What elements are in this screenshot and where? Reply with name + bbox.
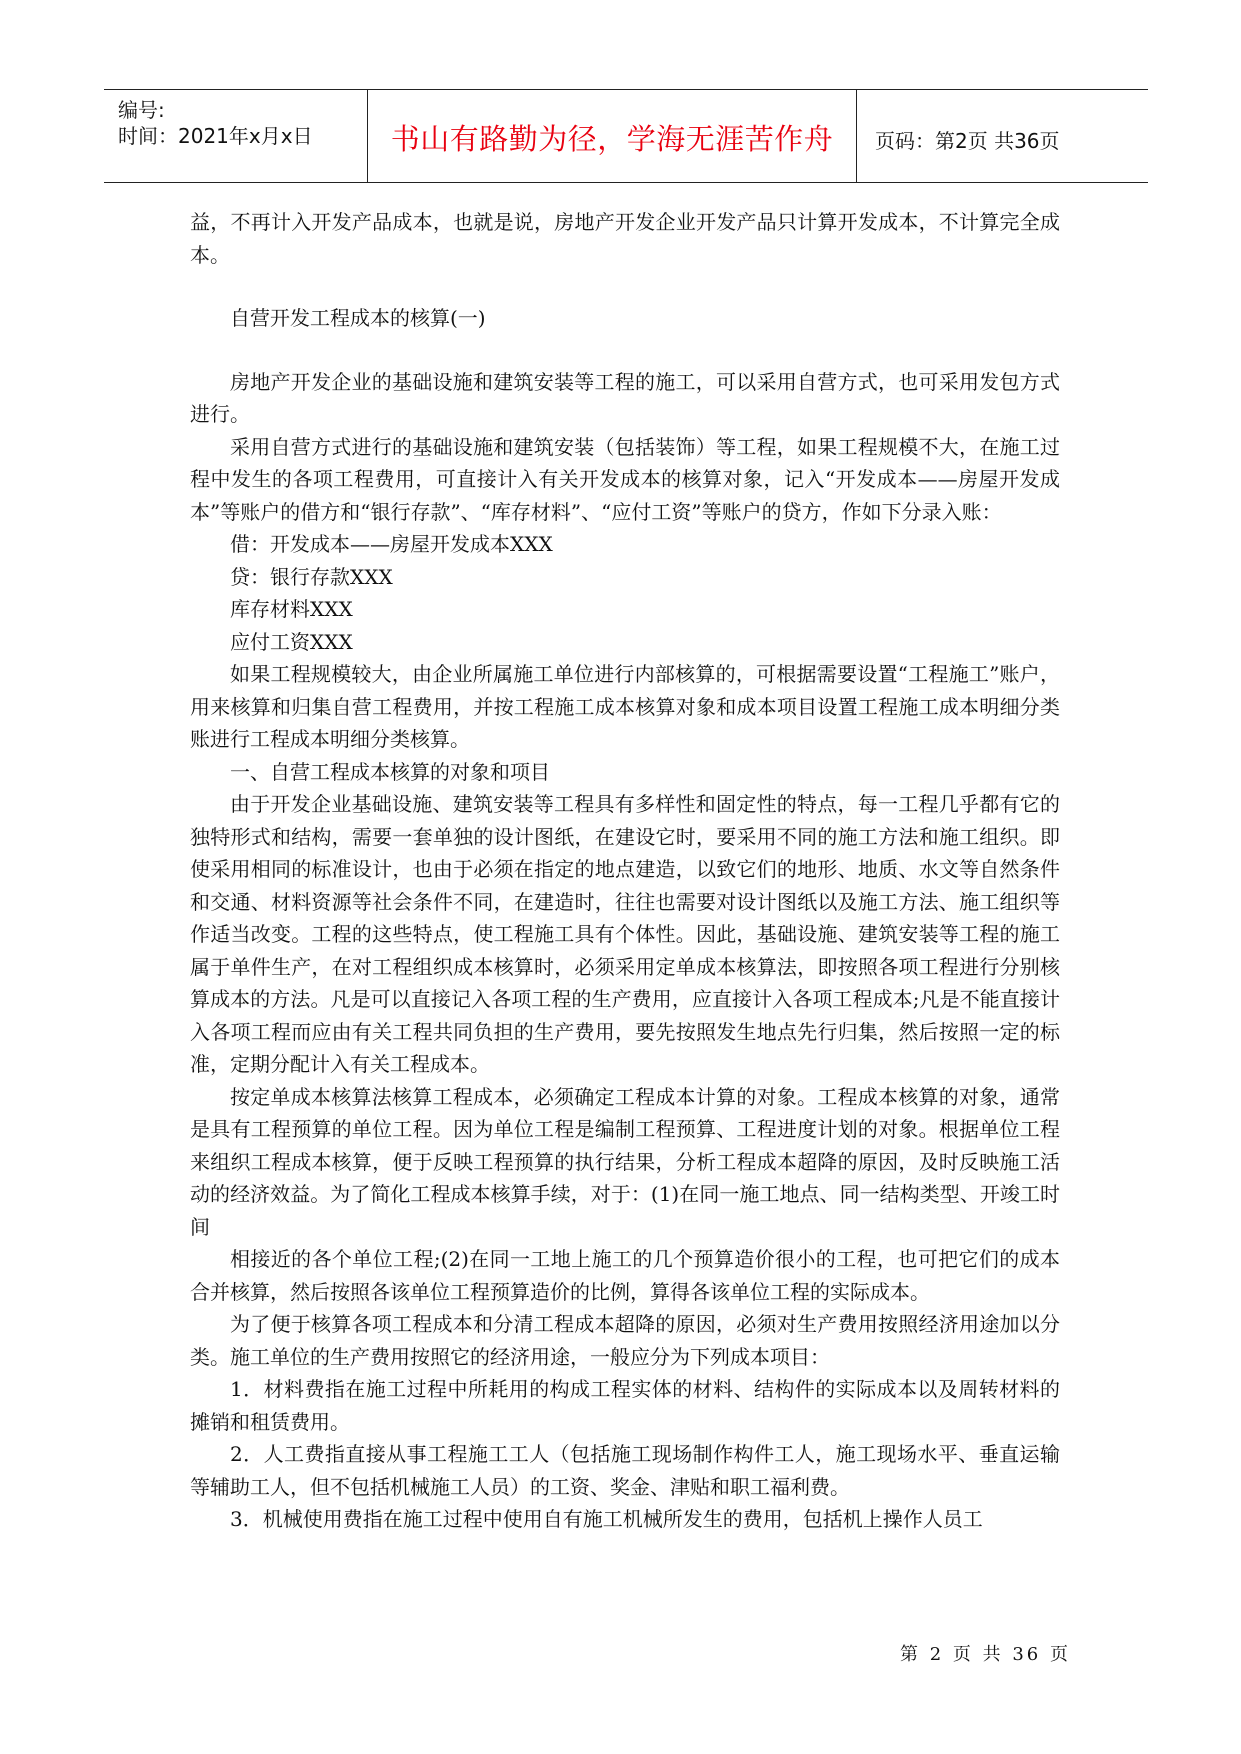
document-time-label: 时间：2021年x月x日 [118, 124, 313, 148]
journal-entry-line: 贷：银行存款XXX [230, 564, 393, 589]
section-heading: 自营开发工程成本的核算(一) [230, 306, 486, 330]
list-item: 2．人工费指直接从事工程施工工人（包括施工现场制作构件工人，施工现场水平、垂直运输等辅助工人，但不包括机械施工人员）的工资、奖金、津贴和职工福利费。 [190, 1442, 1060, 1499]
header-motto-cell [368, 90, 857, 182]
page-footer: 第 2 页 共 36 页 [900, 1644, 1071, 1665]
body-paragraph: 由于开发企业基础设施、建筑安装等工程具有多样性和固定性的特点，每一工程几乎都有它的独特形式和结构，需要一套单独的设计图纸，在建设它时，要采用不同的施工方法和施工组织。即使采用相同的标准设计，也由于必须在指定的地点建造，以致它们的地形、地质、水文等自然条件和交通、材料资源等社会条件不同，在建造时，往往也需要对设计图纸以及施工方法、施工组织等作适当改变。工程的这些特点，使工程施工具有个体性。因此，基础设施、建筑安装等工程的施工属于单件生产，在对工程组织成本核算时，必须采用定单成本核算法，即按照各项工程进行分别核算成本的方法。凡是可以直接记入各项工程的生产费用，应直接计入各项工程成本;凡是不能直接计入各项工程而应由有关工程共同负担的生产费用，要先按照发生地点先行归集，然后按照一定的标准，定期分配计入有关工程成本。 [190, 792, 1060, 1076]
body-paragraph: 益，不再计入开发产品成本，也就是说，房地产开发企业开发产品只计算开发成本，不计算完全成本。 [190, 210, 1060, 267]
list-item: 3．机械使用费指在施工过程中使用自有施工机械所发生的费用，包括机上操作人员工 [230, 1507, 983, 1531]
section-heading: 一、自营工程成本核算的对象和项目 [230, 759, 550, 784]
body-paragraph: 按定单成本核算法核算工程成本，必须确定工程成本计算的对象。工程成本核算的对象，通常是具有工程预算的单位工程。因为单位工程是编制工程预算、工程进度计划的对象。根据单位工程来组织工程成本核算，便于反映工程预算的执行结果，分析工程成本超降的原因，及时反映施工活动的经济效益。为了简化工程成本核算手续，对于：(1)在同一施工地点、同一结构类型、开竣工时间 [190, 1084, 1060, 1239]
page-header [104, 89, 1148, 183]
body-paragraph: 房地产开发企业的基础设施和建筑安装等工程的施工，可以采用自营方式，也可采用发包方式进行。 [190, 369, 1060, 426]
journal-entry-line: 库存材料XXX [230, 597, 353, 621]
body-paragraph: 相接近的各个单位工程;(2)在同一工地上施工的几个预算造价很小的工程，也可把它们的成本合并核算，然后按照各该单位工程预算造价的比例，算得各该单位工程的实际成本。 [190, 1247, 1060, 1304]
list-item: 1．材料费指在施工过程中所耗用的构成工程实体的材料、结构件的实际成本以及周转材料的摊销和租赁费用。 [190, 1377, 1060, 1434]
body-paragraph: 为了便于核算各项工程成本和分清工程成本超降的原因，必须对生产费用按照经济用途加以分类。施工单位的生产费用按照它的经济用途，一般应分为下列成本项目： [190, 1312, 1060, 1369]
document-number-label: 编号: [118, 98, 165, 122]
header-page-cell [857, 90, 1148, 182]
body-paragraph: 采用自营方式进行的基础设施和建筑安装（包括装饰）等工程，如果工程规模不大，在施工过程中发生的各项工程费用，可直接计入有关开发成本的核算对象，记入“开发成本——房屋开发成本”等账户的借方和“银行存款”、“库存材料”、“应付工资”等账户的贷方，作如下分录入账： [190, 434, 1060, 524]
journal-entry-line: 借：开发成本——房屋开发成本XXX [230, 532, 553, 556]
journal-entry-line: 应付工资XXX [230, 629, 353, 654]
document-body [190, 206, 1060, 1536]
header-page-number: 页码：第2页 共36页 [875, 129, 1060, 153]
header-info-cell [104, 90, 368, 182]
body-paragraph: 如果工程规模较大，由企业所属施工单位进行内部核算的，可根据需要设置“工程施工”账户，用来核算和归集自营工程费用，并按工程施工成本核算对象和成本项目设置工程施工成本明细分类账进行工程成本明细分类核算。 [190, 662, 1060, 751]
header-motto: 书山有路勤为径，学海无涯苦作舟 [390, 122, 834, 156]
